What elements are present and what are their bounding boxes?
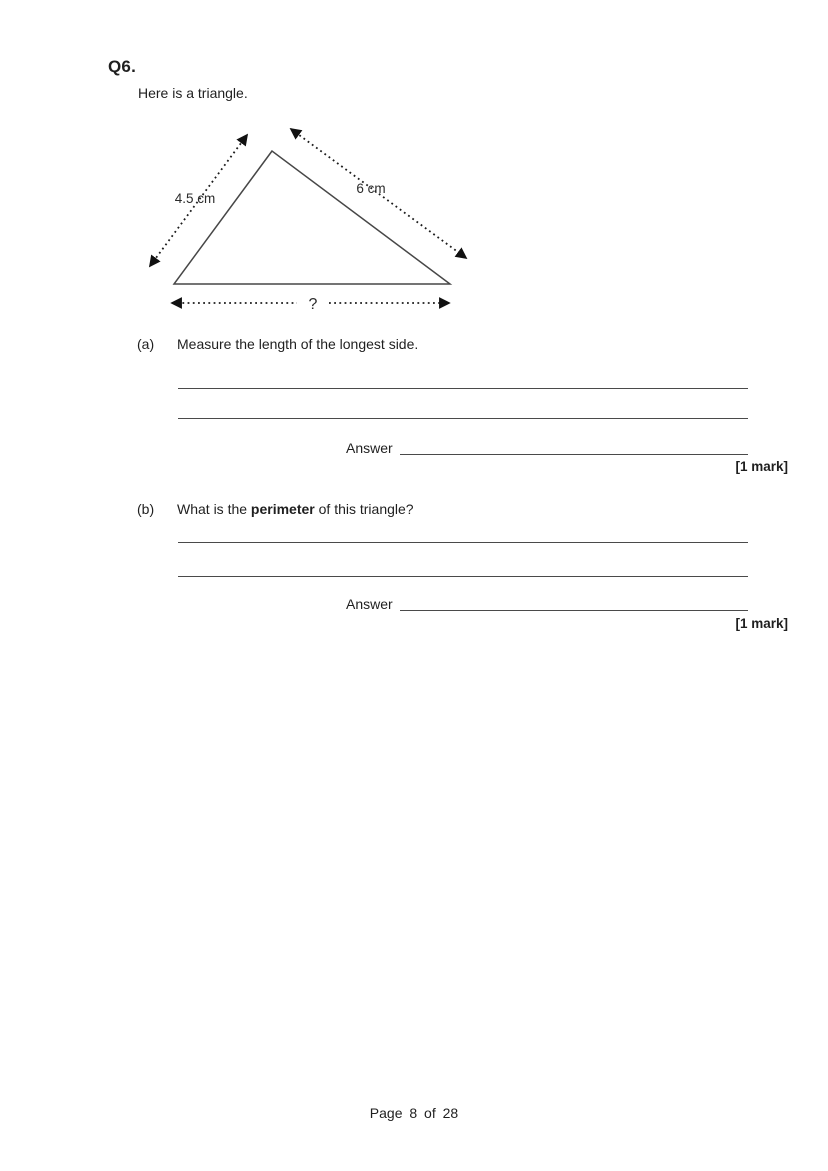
part-b-mark-badge: [1 mark] bbox=[735, 616, 788, 631]
part-a-answer-label: Answer bbox=[346, 440, 393, 456]
page-footer: Page 8 of 28 bbox=[369, 1105, 459, 1121]
triangle-diagram-svg bbox=[140, 116, 490, 316]
part-b-question bbox=[177, 501, 414, 517]
side-length-label-left: 4.5 cm bbox=[174, 191, 216, 206]
part-b-label: (b) bbox=[137, 501, 155, 517]
question-number: Q6. bbox=[108, 57, 137, 76]
part-a-writing-line-2 bbox=[178, 418, 748, 419]
triangle-shape bbox=[174, 151, 450, 284]
base-length-unknown-label: ? bbox=[308, 296, 318, 313]
part-b-question-keyword: perimeter bbox=[250, 501, 315, 517]
question-intro-text: Here is a triangle. bbox=[138, 85, 248, 101]
side-length-label-right: 6 cm bbox=[356, 181, 386, 196]
part-b-question-suffix: of this triangle? bbox=[314, 501, 414, 517]
part-b-answer-line bbox=[400, 610, 748, 611]
triangle-diagram bbox=[140, 116, 490, 316]
part-b-question-prefix: What is the bbox=[177, 501, 251, 517]
part-b-writing-line-1 bbox=[178, 542, 748, 543]
part-a-answer-line bbox=[400, 454, 748, 455]
part-b-answer-label: Answer bbox=[346, 596, 393, 612]
part-a-mark-badge: [1 mark] bbox=[735, 459, 788, 474]
part-a-label: (a) bbox=[137, 336, 155, 352]
part-a-writing-line-1 bbox=[178, 388, 748, 389]
part-a-question: Measure the length of the longest side. bbox=[177, 336, 419, 352]
part-b-writing-line-2 bbox=[178, 576, 748, 577]
